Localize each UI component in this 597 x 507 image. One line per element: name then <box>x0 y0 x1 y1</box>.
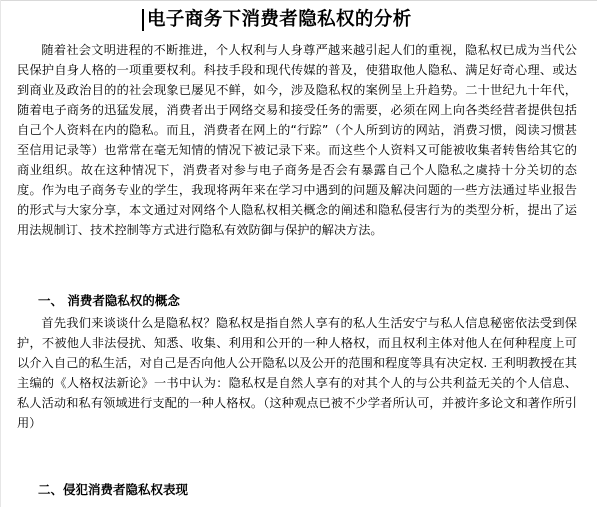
document-title[interactable]: 电子商务下消费者隐私权的分析 <box>147 9 412 30</box>
section-heading-2[interactable]: 二、侵犯消费者隐私权表现 <box>38 482 189 497</box>
text-cursor <box>142 9 144 31</box>
section-1-paragraph[interactable]: 首先我们来谈谈什么是隐私权？隐私权是指自然人享有的私人生活安宁与私人信息秘密依法受到保护，不被他人非法侵扰、知悉、收集、利用和公开的一种人格权，而且权利主体对他人在何种程度上可以介入自己的私生活，对自己是否向他人公开隐私以及公开的范围和程度等具有决定权. 王利明教授在其主编的《人格权法新论》一书中认为：隐私权是自然人享有的对其个人的与公共利益无关的个人信息、私人活动和私有领域进行支配的一种人格权。（这种观点已被不少学者所认可，并被许多论文和著作所引用） <box>17 316 577 430</box>
intro-paragraph[interactable]: 随着社会文明进程的不断推进，个人权利与人身尊严越来越引起人们的重视，隐私权已成为当代公民保护自身人格的一项重要权利。科技手段和现代传媒的普及，使猎取他人隐私、满足好奇心理、或达到商业及政治目的的社会现象已屡见不鲜，如今，涉及隐私权的案例呈上升趋势。二十世纪九十年代，随着电子商务的迅猛发展，消费者出于网络交易和接受任务的需要，必须在网上向各类经营者提供包括自己个人资料在内的隐私。而且，消费者在网上的“行踪”（个人所到访的网站，消费习惯，阅读习惯甚至信用记录等）也常常在毫无知情的情况下被记录下来。而这些个人资料又可能被收集者转售给其它的商业组织。故在这种情况下，消费者对参与电子商务是否会有暴露自己个人隐私之虞持十分关切的态度。作为电子商务专业的学生，我现将两年来在学习中遇到的问题及解决问题的一些方法通过毕业报告的形式与大家分享，本文通过对网络个人隐私权相关概念的阐述和隐私侵害行为的类型分析，提出了运用法规制订、技术控制等方式进行隐私有效防御与保护的解决方法。 <box>17 43 577 237</box>
page-top-border <box>0 0 597 1</box>
page-left-border <box>0 0 1 507</box>
section-heading-1[interactable]: 一、 消费者隐私权的概念 <box>38 293 180 308</box>
